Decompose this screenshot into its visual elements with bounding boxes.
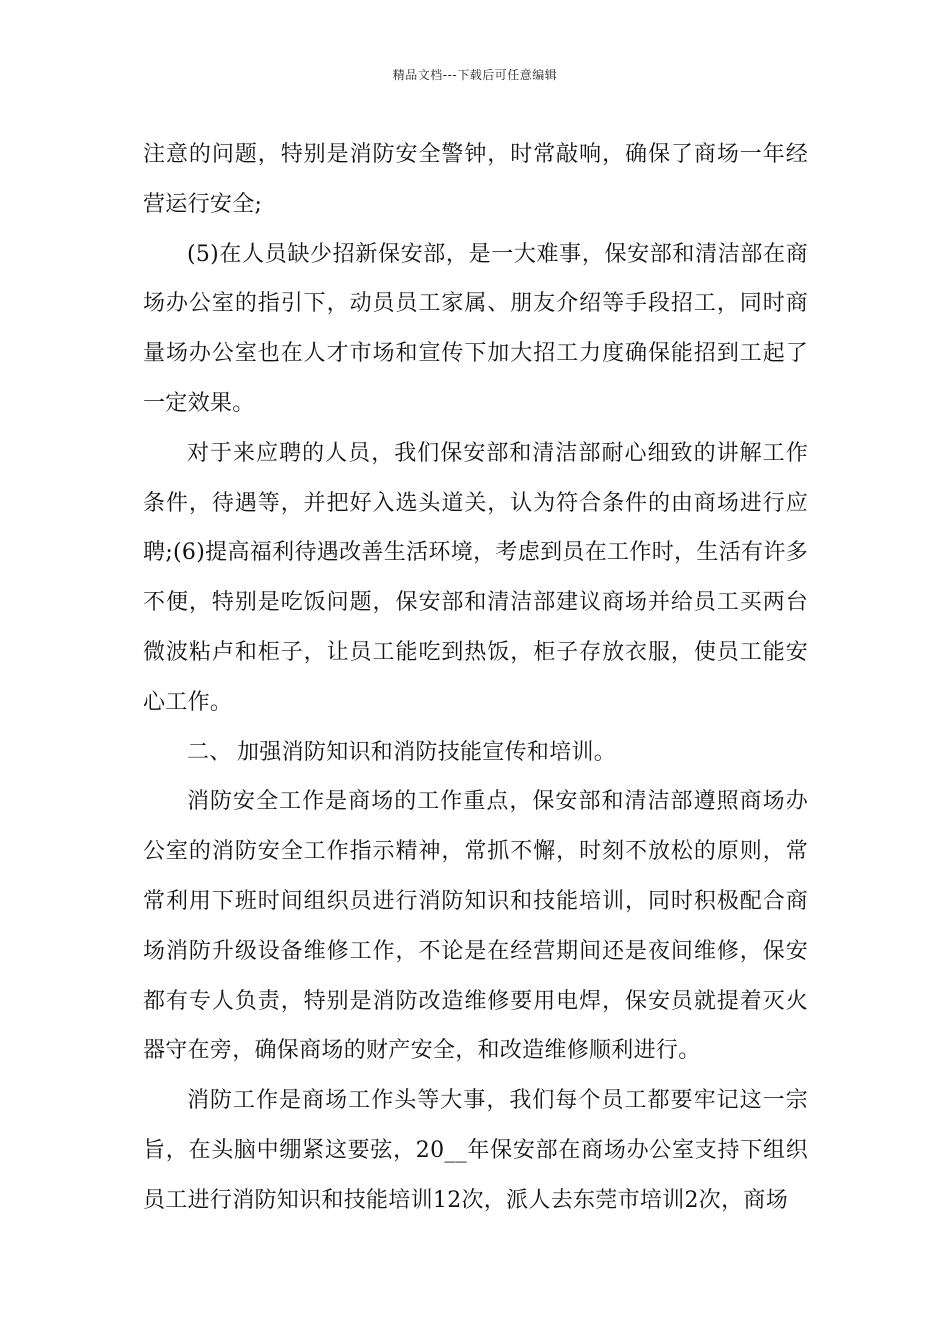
paragraph: 对于来应聘的人员，我们保安部和清洁部耐心细致的讲解工作条件，待遇等，并把好入选头道关，认为符合条件的由商场进行应聘;(6)提高福利待遇改善生活环境，考虑到员在工作时，生活有许多不便，特别是吃饭问题，保安部和清洁部建议商场并给员工买两台微波粘卢和柜子，让员工能吃到热饭，柜子存放衣服，使员工能安心工作。 bbox=[143, 440, 808, 715]
document-body bbox=[143, 130, 808, 1226]
paragraph: 注意的问题，特别是消防安全警钟，时常敲响，确保了商场一年经营运行安全; bbox=[143, 142, 808, 217]
section-heading bbox=[143, 728, 808, 778]
paragraph: 消防安全工作是商场的工作重点，保安部和清洁部遵照商场办公室的消防安全工作指示精神，常抓不懈，时刻不放松的原则，常常利用下班时间组织员进行消防知识和技能培训，同时积极配合商场消防升级设备维修工作，不论是在经营期间还是夜间维修，保安都有专人负责，特别是消防改造维修要用电焊，保安员就提着灭火器守在旁，确保商场的财产安全，和改造维修顺利进行。 bbox=[143, 789, 808, 1064]
paragraph: 消防工作是商场工作头等大事，我们每个员工都要牢记这一宗旨，在头脑中绷紧这要弦，20__年保安部在商场办公室支持下组织员工进行消防知识和技能培训12次，派人去东莞市培训2次，商场 bbox=[143, 1088, 808, 1213]
section-number: 二、 bbox=[187, 739, 232, 765]
paragraph: (5)在人员缺少招新保安部，是一大难事，保安部和清洁部在商场办公室的指引下，动员员工家属、朋友介绍等手段招工，同时商量场办公室也在人才市场和宣传下加大招工力度确保能招到工起了一定效果。 bbox=[143, 241, 808, 416]
page-header: 精品文档---下载后可任意编辑 bbox=[392, 68, 558, 82]
section-title: 加强消防知识和消防技能宣传和培训。 bbox=[237, 739, 617, 765]
